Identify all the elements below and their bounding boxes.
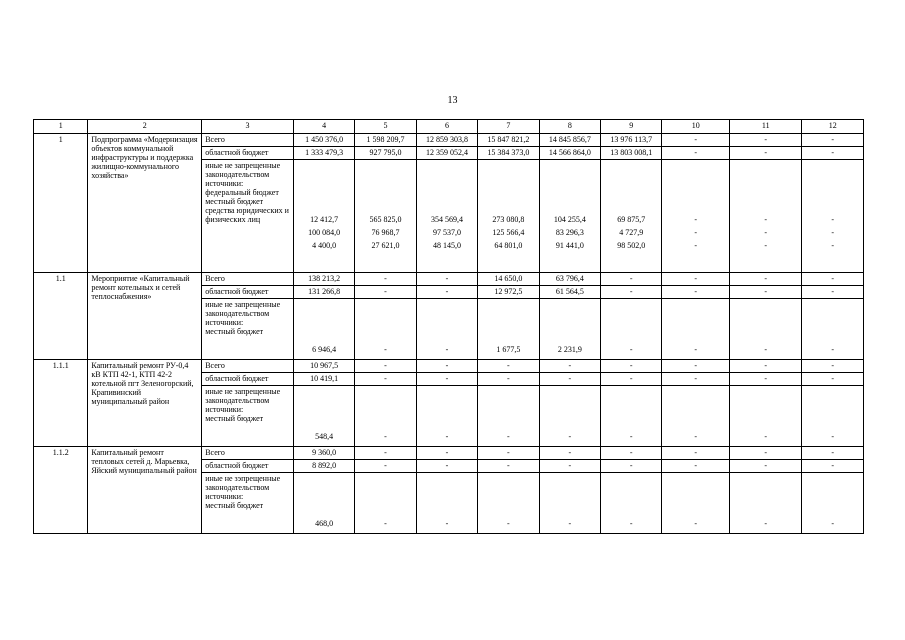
- amount-cell: -: [416, 447, 477, 460]
- amount-value: 565 825,0: [369, 215, 402, 224]
- amount-value: 354 569,4: [430, 215, 463, 224]
- amount-value: -: [694, 432, 698, 441]
- funding-source: Всего: [202, 360, 294, 373]
- amount-cell-stack: [802, 160, 864, 273]
- amount-cell: -: [802, 134, 864, 147]
- amount-cell: -: [355, 447, 416, 460]
- amount-cell: -: [662, 447, 729, 460]
- amount-value: -: [764, 215, 768, 224]
- funding-source: Всего: [202, 447, 294, 460]
- amount-value: -: [384, 519, 387, 528]
- amount-cell-stack: [539, 299, 600, 360]
- amount-cell: 1 598 209,7: [355, 134, 416, 147]
- amount-cell-stack: [539, 160, 600, 273]
- amount-cell-stack: [601, 160, 662, 273]
- amount-cell-stack: [601, 386, 662, 447]
- amount-value: 48 145,0: [432, 241, 461, 250]
- amount-cell: -: [802, 460, 864, 473]
- item-name: Капитальный ремонт РУ-0,4 кВ КТП 42-1, КТП 42-2 котельной пгт Зеленогорский, Крапивинский муниципальный район: [88, 360, 202, 447]
- amount-cell: -: [416, 373, 477, 386]
- amount-value: -: [568, 432, 572, 441]
- funding-source-other: [202, 299, 294, 360]
- amount-cell: 10 967,5: [293, 360, 354, 373]
- funding-source: областной бюджет: [202, 460, 294, 473]
- amount-value: 76 968,7: [371, 228, 400, 237]
- amount-cell: -: [662, 286, 729, 299]
- other-sources-intro: иные не запрещенные законодательством источники:: [205, 161, 281, 188]
- amount-cell-stack: [802, 473, 864, 534]
- amount-value: -: [694, 228, 698, 237]
- item-name: Подпрограмма «Модернизация объектов коммунальной инфраструктуры и поддержка жилищно-коммунального хозяйства»: [88, 134, 202, 273]
- amount-cell-stack: [293, 299, 354, 360]
- amount-cell-stack: [539, 386, 600, 447]
- amount-cell: -: [601, 273, 662, 286]
- amount-cell: -: [601, 286, 662, 299]
- amount-cell: 131 266,8: [293, 286, 354, 299]
- amount-cell: -: [478, 360, 539, 373]
- amount-value: 27 621,0: [371, 241, 400, 250]
- amount-cell: 9 360,0: [293, 447, 354, 460]
- amount-value: -: [384, 345, 387, 354]
- amount-cell: -: [601, 373, 662, 386]
- amount-cell: -: [539, 447, 600, 460]
- amount-value: 104 255,4: [553, 215, 586, 224]
- amount-cell-stack: [662, 160, 729, 273]
- item-number: 1.1: [34, 273, 88, 360]
- amount-value: -: [764, 345, 768, 354]
- amount-cell: -: [539, 373, 600, 386]
- amount-value: -: [384, 432, 387, 441]
- amount-cell: 12 972,5: [478, 286, 539, 299]
- item-number: 1: [34, 134, 88, 273]
- page-number: 13: [447, 95, 458, 106]
- amount-cell-stack: [729, 299, 802, 360]
- funding-source-sub: федеральный бюджет: [205, 188, 279, 197]
- amount-cell-stack: [416, 386, 477, 447]
- item-number: 1.1.2: [34, 447, 88, 534]
- amount-value: 4 727,9: [619, 228, 644, 237]
- amount-cell-stack: [662, 473, 729, 534]
- amount-cell-stack: [478, 160, 539, 273]
- amount-cell: -: [539, 360, 600, 373]
- amount-value: -: [629, 345, 633, 354]
- column-header: 10: [662, 120, 729, 134]
- amount-cell: -: [355, 460, 416, 473]
- amount-value: 273 080,8: [492, 215, 525, 224]
- amount-cell: -: [729, 286, 802, 299]
- amount-cell: -: [662, 360, 729, 373]
- amount-value: -: [831, 345, 835, 354]
- funding-source: областной бюджет: [202, 147, 294, 160]
- amount-value: -: [445, 345, 449, 354]
- amount-cell: -: [355, 273, 416, 286]
- amount-cell: -: [416, 360, 477, 373]
- amount-cell: 14 845 856,7: [539, 134, 600, 147]
- amount-value: -: [568, 519, 572, 528]
- funding-source-sub: местный бюджет: [205, 327, 264, 336]
- amount-value: 548,4: [315, 432, 334, 441]
- amount-value: -: [507, 432, 510, 441]
- item-number: 1.1.1: [34, 360, 88, 447]
- column-header: 1: [34, 120, 88, 134]
- amount-cell: -: [729, 447, 802, 460]
- funding-source: областной бюджет: [202, 373, 294, 386]
- amount-cell-stack: [601, 473, 662, 534]
- amount-cell-stack: [478, 386, 539, 447]
- amount-cell: -: [662, 273, 729, 286]
- amount-cell-stack: [729, 473, 802, 534]
- amount-cell-stack: [662, 299, 729, 360]
- amount-value: -: [764, 432, 768, 441]
- amount-value: -: [831, 519, 835, 528]
- amount-cell-stack: [802, 299, 864, 360]
- amount-cell-stack: [478, 473, 539, 534]
- amount-cell: -: [802, 447, 864, 460]
- amount-value: 125 566,4: [492, 228, 525, 237]
- amount-value: 6 946,4: [312, 345, 337, 354]
- amount-value: -: [764, 519, 768, 528]
- amount-cell: -: [539, 460, 600, 473]
- funding-source: Всего: [202, 134, 294, 147]
- amount-cell-stack: [355, 386, 416, 447]
- other-sources-intro: иные не запрещенные законодательством источники:: [205, 300, 281, 327]
- amount-value: 64 801,0: [494, 241, 523, 250]
- amount-value: -: [507, 519, 510, 528]
- column-header: 7: [478, 120, 539, 134]
- amount-value: 12 412,7: [310, 215, 339, 224]
- amount-cell-stack: [355, 299, 416, 360]
- column-header: 12: [802, 120, 864, 134]
- amount-value: -: [831, 432, 835, 441]
- amount-cell-stack: [601, 299, 662, 360]
- amount-cell: -: [802, 360, 864, 373]
- amount-cell: 15 384 373,0: [478, 147, 539, 160]
- amount-cell: 61 564,5: [539, 286, 600, 299]
- amount-cell: -: [355, 360, 416, 373]
- amount-value: -: [629, 519, 633, 528]
- amount-value: -: [694, 519, 698, 528]
- amount-value: 1 677,5: [496, 345, 521, 354]
- amount-cell: 138 213,2: [293, 273, 354, 286]
- amount-cell: -: [729, 147, 802, 160]
- amount-cell: 10 419,1: [293, 373, 354, 386]
- amount-value: -: [445, 432, 449, 441]
- funding-source-other: [202, 160, 294, 273]
- amount-cell: -: [416, 273, 477, 286]
- amount-cell: -: [416, 460, 477, 473]
- amount-cell: -: [355, 286, 416, 299]
- amount-cell-stack: [416, 160, 477, 273]
- table-row: [34, 273, 864, 286]
- amount-value: 468,0: [315, 519, 334, 528]
- column-header: 8: [539, 120, 600, 134]
- financing-table: [33, 119, 864, 534]
- amount-cell: -: [662, 147, 729, 160]
- amount-cell: 14 566 864,0: [539, 147, 600, 160]
- amount-value: 97 537,0: [432, 228, 461, 237]
- amount-cell: -: [601, 447, 662, 460]
- amount-value: -: [445, 519, 449, 528]
- funding-source-sub: местный бюджет: [205, 501, 264, 510]
- amount-cell: -: [729, 460, 802, 473]
- amount-value: -: [694, 215, 698, 224]
- amount-cell: -: [802, 147, 864, 160]
- amount-cell: -: [802, 373, 864, 386]
- amount-value: -: [764, 241, 768, 250]
- column-header: 3: [202, 120, 294, 134]
- amount-value: -: [831, 241, 835, 250]
- funding-source-sub: местный бюджет: [205, 414, 264, 423]
- amount-cell: 12 859 303,8: [416, 134, 477, 147]
- amount-cell: -: [729, 360, 802, 373]
- amount-cell: 927 795,0: [355, 147, 416, 160]
- amount-cell: 13 803 008,1: [601, 147, 662, 160]
- amount-value: 4 400,0: [312, 241, 337, 250]
- amount-cell: 8 892,0: [293, 460, 354, 473]
- other-sources-intro: иные не зэпрещенные законодательством источники:: [205, 474, 281, 501]
- amount-cell-stack: [478, 299, 539, 360]
- amount-cell-stack: [416, 473, 477, 534]
- column-header: 2: [88, 120, 202, 134]
- item-name: Капитальный ремонт тепловых сетей д. Марьевка, Яйский муниципальный район: [88, 447, 202, 534]
- item-name: Мероприятие «Капитальный ремонт котельных и сетей теплоснабжения»: [88, 273, 202, 360]
- funding-source-other: [202, 473, 294, 534]
- amount-cell: -: [478, 460, 539, 473]
- column-header: 5: [355, 120, 416, 134]
- amount-value: 91 441,0: [555, 241, 584, 250]
- amount-cell-stack: [416, 299, 477, 360]
- amount-value: 83 296,3: [555, 228, 584, 237]
- amount-value: 69 875,7: [617, 215, 646, 224]
- other-sources-intro: иные не запрещенные законодательством источники:: [205, 387, 281, 414]
- amount-cell: -: [478, 447, 539, 460]
- amount-value: -: [764, 228, 768, 237]
- amount-cell: -: [662, 373, 729, 386]
- amount-cell: 1 450 376,0: [293, 134, 354, 147]
- column-header: 11: [729, 120, 802, 134]
- amount-cell: 15 847 821,2: [478, 134, 539, 147]
- amount-cell: -: [662, 460, 729, 473]
- funding-source: Всего: [202, 273, 294, 286]
- amount-cell-stack: [355, 160, 416, 273]
- column-header: 6: [416, 120, 477, 134]
- amount-cell: 63 796,4: [539, 273, 600, 286]
- amount-cell-stack: [355, 473, 416, 534]
- amount-value: -: [629, 432, 633, 441]
- amount-cell: -: [729, 273, 802, 286]
- amount-cell-stack: [729, 160, 802, 273]
- table-row: [34, 134, 864, 147]
- amount-cell: -: [478, 373, 539, 386]
- table-row: [34, 447, 864, 460]
- amount-cell-stack: [729, 386, 802, 447]
- amount-cell-stack: [662, 386, 729, 447]
- column-header: 9: [601, 120, 662, 134]
- amount-value: -: [831, 215, 835, 224]
- amount-cell: -: [802, 286, 864, 299]
- amount-value: -: [694, 241, 698, 250]
- amount-cell: -: [601, 360, 662, 373]
- column-header: 4: [293, 120, 354, 134]
- amount-cell: -: [416, 286, 477, 299]
- amount-cell: 13 976 113,7: [601, 134, 662, 147]
- funding-source-sub: средства юридических и физических лиц: [205, 206, 289, 224]
- funding-source-sub: местный бюджет: [205, 197, 264, 206]
- funding-source-other: [202, 386, 294, 447]
- amount-cell-stack: [293, 386, 354, 447]
- amount-cell: -: [601, 460, 662, 473]
- amount-cell: -: [729, 373, 802, 386]
- amount-cell: -: [355, 373, 416, 386]
- amount-cell: -: [729, 134, 802, 147]
- amount-cell-stack: [293, 160, 354, 273]
- amount-cell: 12 359 052,4: [416, 147, 477, 160]
- amount-cell: -: [802, 273, 864, 286]
- amount-value: 98 502,0: [617, 241, 646, 250]
- amount-value: 100 084,0: [308, 228, 341, 237]
- header-row: [34, 120, 864, 134]
- table-row: [34, 360, 864, 373]
- amount-cell-stack: [802, 386, 864, 447]
- amount-value: -: [831, 228, 835, 237]
- amount-cell: 1 333 479,3: [293, 147, 354, 160]
- amount-cell: -: [662, 134, 729, 147]
- amount-value: 2 231,9: [557, 345, 582, 354]
- amount-cell: 14 650,0: [478, 273, 539, 286]
- amount-value: -: [694, 345, 698, 354]
- amount-cell-stack: [539, 473, 600, 534]
- amount-cell-stack: [293, 473, 354, 534]
- funding-source: областной бюджет: [202, 286, 294, 299]
